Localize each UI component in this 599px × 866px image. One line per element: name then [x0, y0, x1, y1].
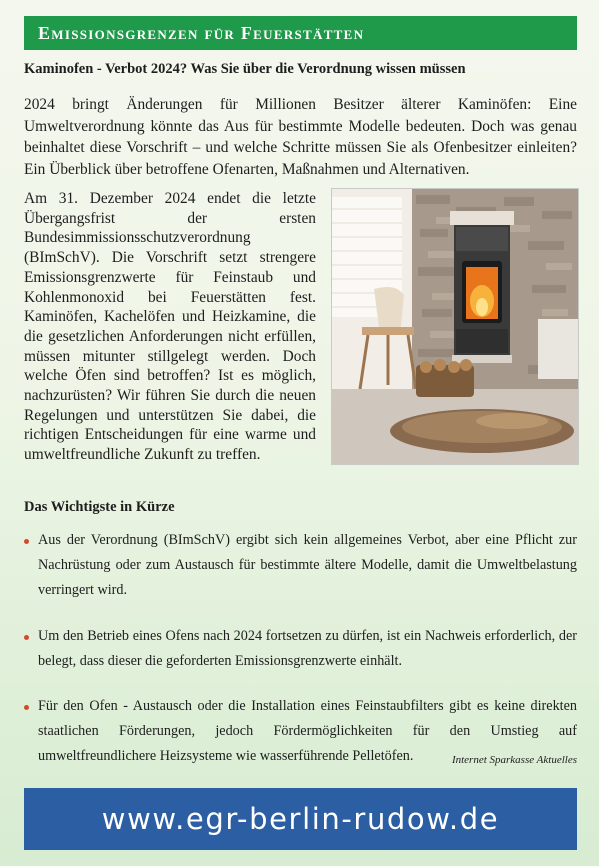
list-item: [24, 528, 577, 604]
section-header: [24, 16, 577, 50]
article-intro: 2024 bringt Änderungen für Millionen Besitzer älterer Kaminöfen: Eine Umweltverordnung könnte das Aus für bestimmte Modelle bedeuten. Doch was genau beinhaltet diese Vorschrift – und welche Schritte müssen Sie als Ofenbesitzer einleiten? Ein Überblick über betroffene Ofenarten, Maßnahmen und Alternativen.: [24, 96, 577, 178]
bullet-icon: [24, 635, 29, 640]
bullet-icon: [24, 705, 29, 710]
summary-title: Das Wichtigste in Kürze: [24, 499, 175, 515]
bullet-icon: [24, 539, 29, 544]
bullet-text: Für den Ofen - Austausch oder die Installation eines Feinstaubfilters gibt es keine direkten staatlichen Förderungen, jedoch Fördermöglichkeiten für den Umstieg auf umweltfreundlichere Heizsysteme wie wasserführende Pelletöfen.: [38, 698, 577, 765]
article-subtitle: Kaminofen - Verbot 2024? Was Sie über die Verordnung wissen müssen: [24, 61, 466, 77]
fireplace-illustration: [332, 189, 578, 464]
website-banner[interactable]: [24, 788, 577, 850]
fireplace-photo: [331, 188, 579, 465]
article-body: Am 31. Dezember 2024 endet die letzte Übergangsfrist der ersten Bundesimmissionsschutzverordnung (BImSchV). Die Vorschrift setzt strengere Emissionsgrenzwerte für Feinstaub und Kohlenmonoxid bei Feuerstätten fest. Kaminöfen, Kachelöfen und Heizkamine, die die gesetzlichen Anforderungen nicht erfüllen, müssen mitunter stillgelegt werden. Doch welche Öfen sind betroffen? Ist es möglich, nachzurüsten? Wir führen Sie durch die neuen Regelungen und unterstützen Sie dabei, die richtigen Entscheidungen für eine warme und umweltfreundliche Zukunft zu treffen.: [24, 190, 316, 464]
section-header-title: Emissionsgrenzen für Feuerstätten: [38, 22, 365, 43]
summary-list: [24, 528, 577, 790]
source-credit: Internet Sparkasse Aktuelles: [451, 754, 577, 766]
bullet-text: Um den Betrieb eines Ofens nach 2024 fortsetzen zu dürfen, ist ein Nachweis erforderlich, der belegt, dass dieser die geforderten Emissionsgrenzwerte einhält.: [38, 627, 577, 669]
list-item: [24, 624, 577, 674]
bullet-text: Aus der Verordnung (BImSchV) ergibt sich kein allgemeines Verbot, aber eine Pflicht zur Nachrüstung oder zum Austausch für bestimmte ältere Modelle, damit die Umweltbelastung verringert wird.: [38, 532, 577, 599]
website-url-link[interactable]: www.egr-berlin-rudow.de: [101, 802, 500, 836]
